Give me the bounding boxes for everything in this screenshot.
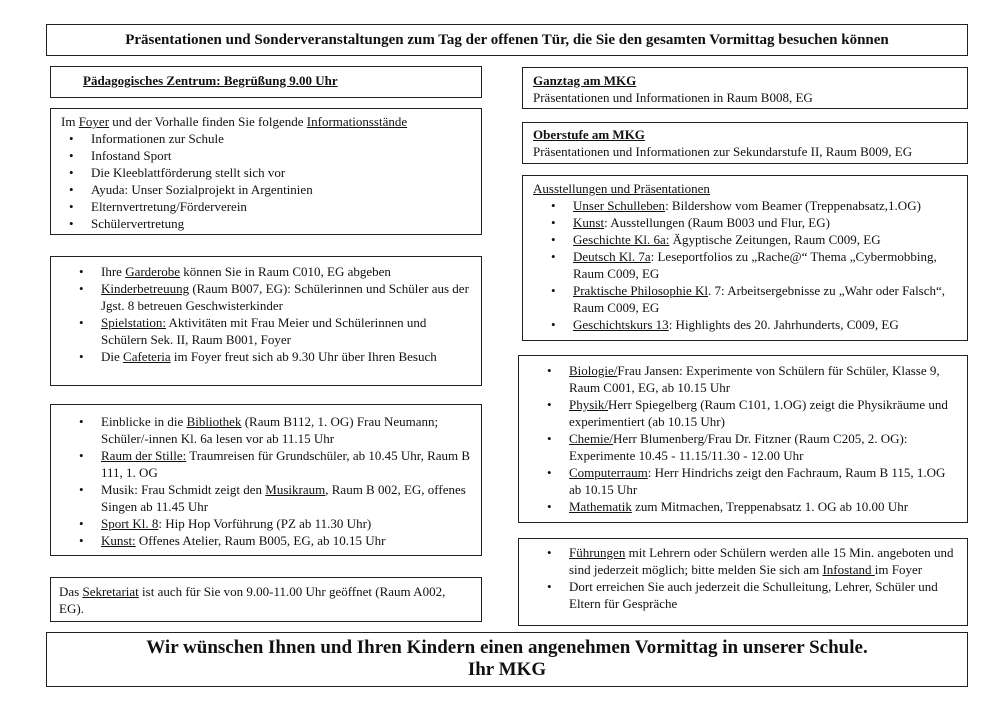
list-item: • Ayuda: Unser Sozialprojekt in Argentinien bbox=[91, 181, 481, 198]
list-item: • Physik/Herr Spiegelberg (Raum C101, 1.OG) zeigt die Physikräume und experimentiert (ab 10.15 Uhr) bbox=[569, 396, 953, 430]
greeting-text: Pädagogisches Zentrum: Begrüßung 9.00 Uhr bbox=[83, 73, 338, 88]
list-item: • Informationen zur Schule bbox=[91, 130, 481, 147]
foyer-intro: Im Foyer und der Vorhalle finden Sie folgende Informationsstände bbox=[61, 114, 408, 129]
list-item: • Praktische Philosophie Kl. 7: Arbeitsergebnisse zu „Wahr oder Falsch“, Raum C009, EG bbox=[573, 282, 961, 316]
footer-box bbox=[46, 632, 968, 687]
list-item: • Elternvertretung/Förderverein bbox=[91, 198, 481, 215]
footer-line2: Ihr MKG bbox=[467, 659, 547, 680]
activities-box bbox=[50, 404, 482, 556]
list-item: • Infostand Sport bbox=[91, 147, 481, 164]
foyer-box bbox=[50, 108, 482, 235]
oberstufe-box bbox=[522, 122, 968, 164]
fuehrungen-list bbox=[529, 544, 955, 612]
list-item: • Musik: Frau Schmidt zeigt den Musikraum, Raum B 002, EG, offenes Singen ab 11.45 Uhr bbox=[101, 481, 473, 515]
ausstellungen-list bbox=[533, 197, 961, 333]
list-item: • Führungen mit Lehrern oder Schülern werden alle 15 Min. angeboten und sind jederzeit möglich; bitte melden Sie sich am Infostand im Foyer bbox=[569, 544, 955, 578]
list-item: • Die Cafeteria im Foyer freut sich ab 9.30 Uhr über Ihren Besuch bbox=[101, 348, 473, 365]
list-item: • Raum der Stille: Traumreisen für Grundschüler, ab 10.45 Uhr, Raum B 111, 1. OG bbox=[101, 447, 473, 481]
services-box bbox=[50, 256, 482, 386]
list-item: • Mathematik zum Mitmachen, Treppenabsatz 1. OG ab 10.00 Uhr bbox=[569, 498, 953, 515]
ausstellungen-box bbox=[522, 175, 968, 341]
sekretariat-box: Das Sekretariat ist auch für Sie von 9.00-11.00 Uhr geöffnet (Raum A002, EG). bbox=[50, 577, 482, 622]
list-item: • Geschichtskurs 13: Highlights des 20. Jahrhunderts, C009, EG bbox=[573, 316, 961, 333]
foyer-link: Foyer bbox=[78, 114, 110, 129]
list-item: • Ihre Garderobe können Sie in Raum C010, EG abgeben bbox=[101, 263, 473, 280]
list-item: • Computerraum: Herr Hindrichs zeigt den Fachraum, Raum B 115, 1.OG ab 10.15 Uhr bbox=[569, 464, 953, 498]
science-box bbox=[518, 355, 968, 523]
list-item: • Kinderbetreuung (Raum B007, EG): Schülerinnen und Schüler aus der Jgst. 8 betreuen Geschwisterkinder bbox=[101, 280, 473, 314]
list-item: • Biologie/Frau Jansen: Experimente von Schülern für Schüler, Klasse 9, Raum C001, EG, ab 10.15 Uhr bbox=[569, 362, 953, 396]
page-title: Präsentationen und Sonderveranstaltungen zum Tag der offenen Tür, die Sie den gesamten Vormittag besuchen können bbox=[125, 32, 889, 48]
greeting-box bbox=[50, 66, 482, 98]
list-item: • Kunst: Offenes Atelier, Raum B005, EG, ab 10.15 Uhr bbox=[101, 532, 473, 549]
oberstufe-text: Präsentationen und Informationen zur Sekundarstufe II, Raum B009, EG bbox=[533, 144, 913, 159]
list-item: • Dort erreichen Sie auch jederzeit die Schulleitung, Lehrer, Schüler und Eltern für Gespräche bbox=[569, 578, 955, 612]
ganztag-heading: Ganztag am MKG bbox=[533, 73, 637, 88]
page-title-box bbox=[46, 24, 968, 56]
list-item: • Die Kleeblattförderung stellt sich vor bbox=[91, 164, 481, 181]
ausstellungen-heading: Ausstellungen und Präsentationen bbox=[533, 181, 710, 196]
fuehrungen-box bbox=[518, 538, 968, 626]
services-list bbox=[61, 263, 473, 365]
oberstufe-heading: Oberstufe am MKG bbox=[533, 127, 645, 142]
list-item: • Sport Kl. 8: Hip Hop Vorführung (PZ ab 11.30 Uhr) bbox=[101, 515, 473, 532]
list-item: • Geschichte Kl. 6a: Ägyptische Zeitungen, Raum C009, EG bbox=[573, 231, 961, 248]
ganztag-box bbox=[522, 67, 968, 109]
foyer-list bbox=[61, 130, 481, 232]
list-item: • Kunst: Ausstellungen (Raum B003 und Flur, EG) bbox=[573, 214, 961, 231]
list-item: • Unser Schulleben: Bildershow vom Beamer (Treppenabsatz,1.OG) bbox=[573, 197, 961, 214]
list-item: • Einblicke in die Bibliothek (Raum B112, 1. OG) Frau Neumann; Schüler/-innen Kl. 6a lesen vor ab 11.15 Uhr bbox=[101, 413, 473, 447]
list-item: • Deutsch Kl. 7a: Leseportfolios zu „Rache@“ Thema „Cybermobbing, Raum C009, EG bbox=[573, 248, 961, 282]
list-item: • Schülervertretung bbox=[91, 215, 481, 232]
science-list bbox=[529, 362, 953, 515]
ganztag-text: Präsentationen und Informationen in Raum B008, EG bbox=[533, 90, 813, 105]
infostaende-link: Informationsstände bbox=[306, 114, 408, 129]
footer-line1: Wir wünschen Ihnen und Ihren Kindern einen angenehmen Vormittag in unserer Schule. bbox=[146, 637, 868, 658]
list-item: • Chemie/Herr Blumenberg/Frau Dr. Fitzner (Raum C205, 2. OG): Experimente 10.45 - 11.15/11.30 - 12.00 Uhr bbox=[569, 430, 953, 464]
sekretariat-link: Sekretariat bbox=[82, 584, 139, 599]
activities-list bbox=[61, 413, 473, 549]
list-item: • Spielstation: Aktivitäten mit Frau Meier und Schülerinnen und Schülern Sek. II, Raum B001, Foyer bbox=[101, 314, 473, 348]
